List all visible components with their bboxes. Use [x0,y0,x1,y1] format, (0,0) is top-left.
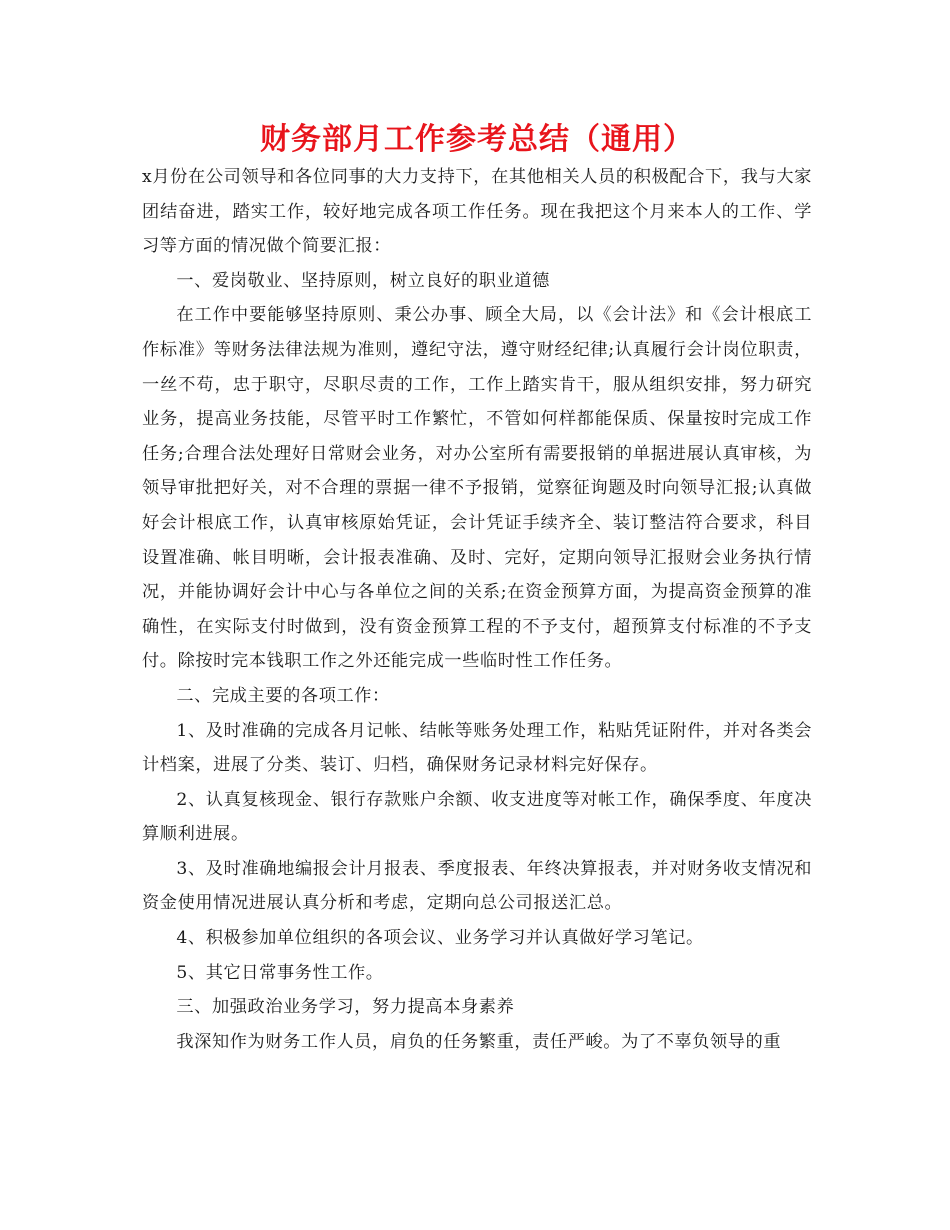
document-body [142,160,812,1059]
section-heading-2: 二、完成主要的各项工作： [176,685,390,706]
list-item: 5、其它日常事务性工作。 [176,962,384,983]
section-heading-1: 一、爱岗敬业、坚持原则，树立良好的职业道德 [176,270,550,291]
paragraph: 在工作中要能够坚持原则、秉公办事、顾全大局，以《会计法》和《会计根底工作标准》等财务法律法规为准则，遵纪守法，遵守财经纪律;认真履行会计岗位职责，一丝不苟，忠于职守，尽职尽责的工作，工作上踏实肯干，服从组织安排，努力研究业务，提高业务技能，尽管平时工作繁忙，不管如何样都能保质、保量按时完成工作任务;合理合法处理好日常财会业务，对办公室所有需要报销的单据进展认真审核，为领导审批把好关，对不合理的票据一律不予报销，觉察征询题及时向领导汇报;认真做好会计根底工作，认真审核原始凭证，会计凭证手续齐全、装订整洁符合要求，科目设置准确、帐目明晰，会计报表准确、及时、完好，定期向领导汇报财会业务执行情况，并能协调好会计中心与各单位之间的关系;在资金预算方面，为提高资金预算的准确性，在实际支付时做到，没有资金预算工程的不予支付，超预算支付标准的不予支付。除按时完本钱职工作之外还能完成一些临时性工作任务。 [142,305,812,672]
paragraph: 我深知作为财务工作人员，肩负的任务繁重，责任严峻。为了不辜负领导的重 [176,1031,782,1052]
list-item: 2、认真复核现金、银行存款账户余额、收支进度等对帐工作，确保季度、年度决算顺利进展。 [142,789,812,845]
section-heading-3: 三、加强政治业务学习，努力提高本身素养 [176,997,515,1018]
list-item: 4、积极参加单位组织的各项会议、业务学习并认真做好学习笔记。 [176,928,704,949]
list-item: 1、及时准确的完成各月记帐、结帐等账务处理工作，粘贴凭证附件，并对各类会计档案，进展了分类、装订、归档，确保财务记录材料完好保存。 [142,720,812,776]
document-title: 财务部月工作参考总结（通用） [260,122,694,157]
paragraph-intro: x月份在公司领导和各位同事的大力支持下，在其他相关人员的积极配合下，我与大家团结奋进，踏实工作，较好地完成各项工作任务。现在我把这个月来本人的工作、学习等方面的情况做个简要汇报： [142,167,812,257]
list-item: 3、及时准确地编报会计月报表、季度报表、年终决算报表，并对财务收支情况和资金使用情况进展认真分析和考虑，定期向总公司报送汇总。 [142,858,812,914]
